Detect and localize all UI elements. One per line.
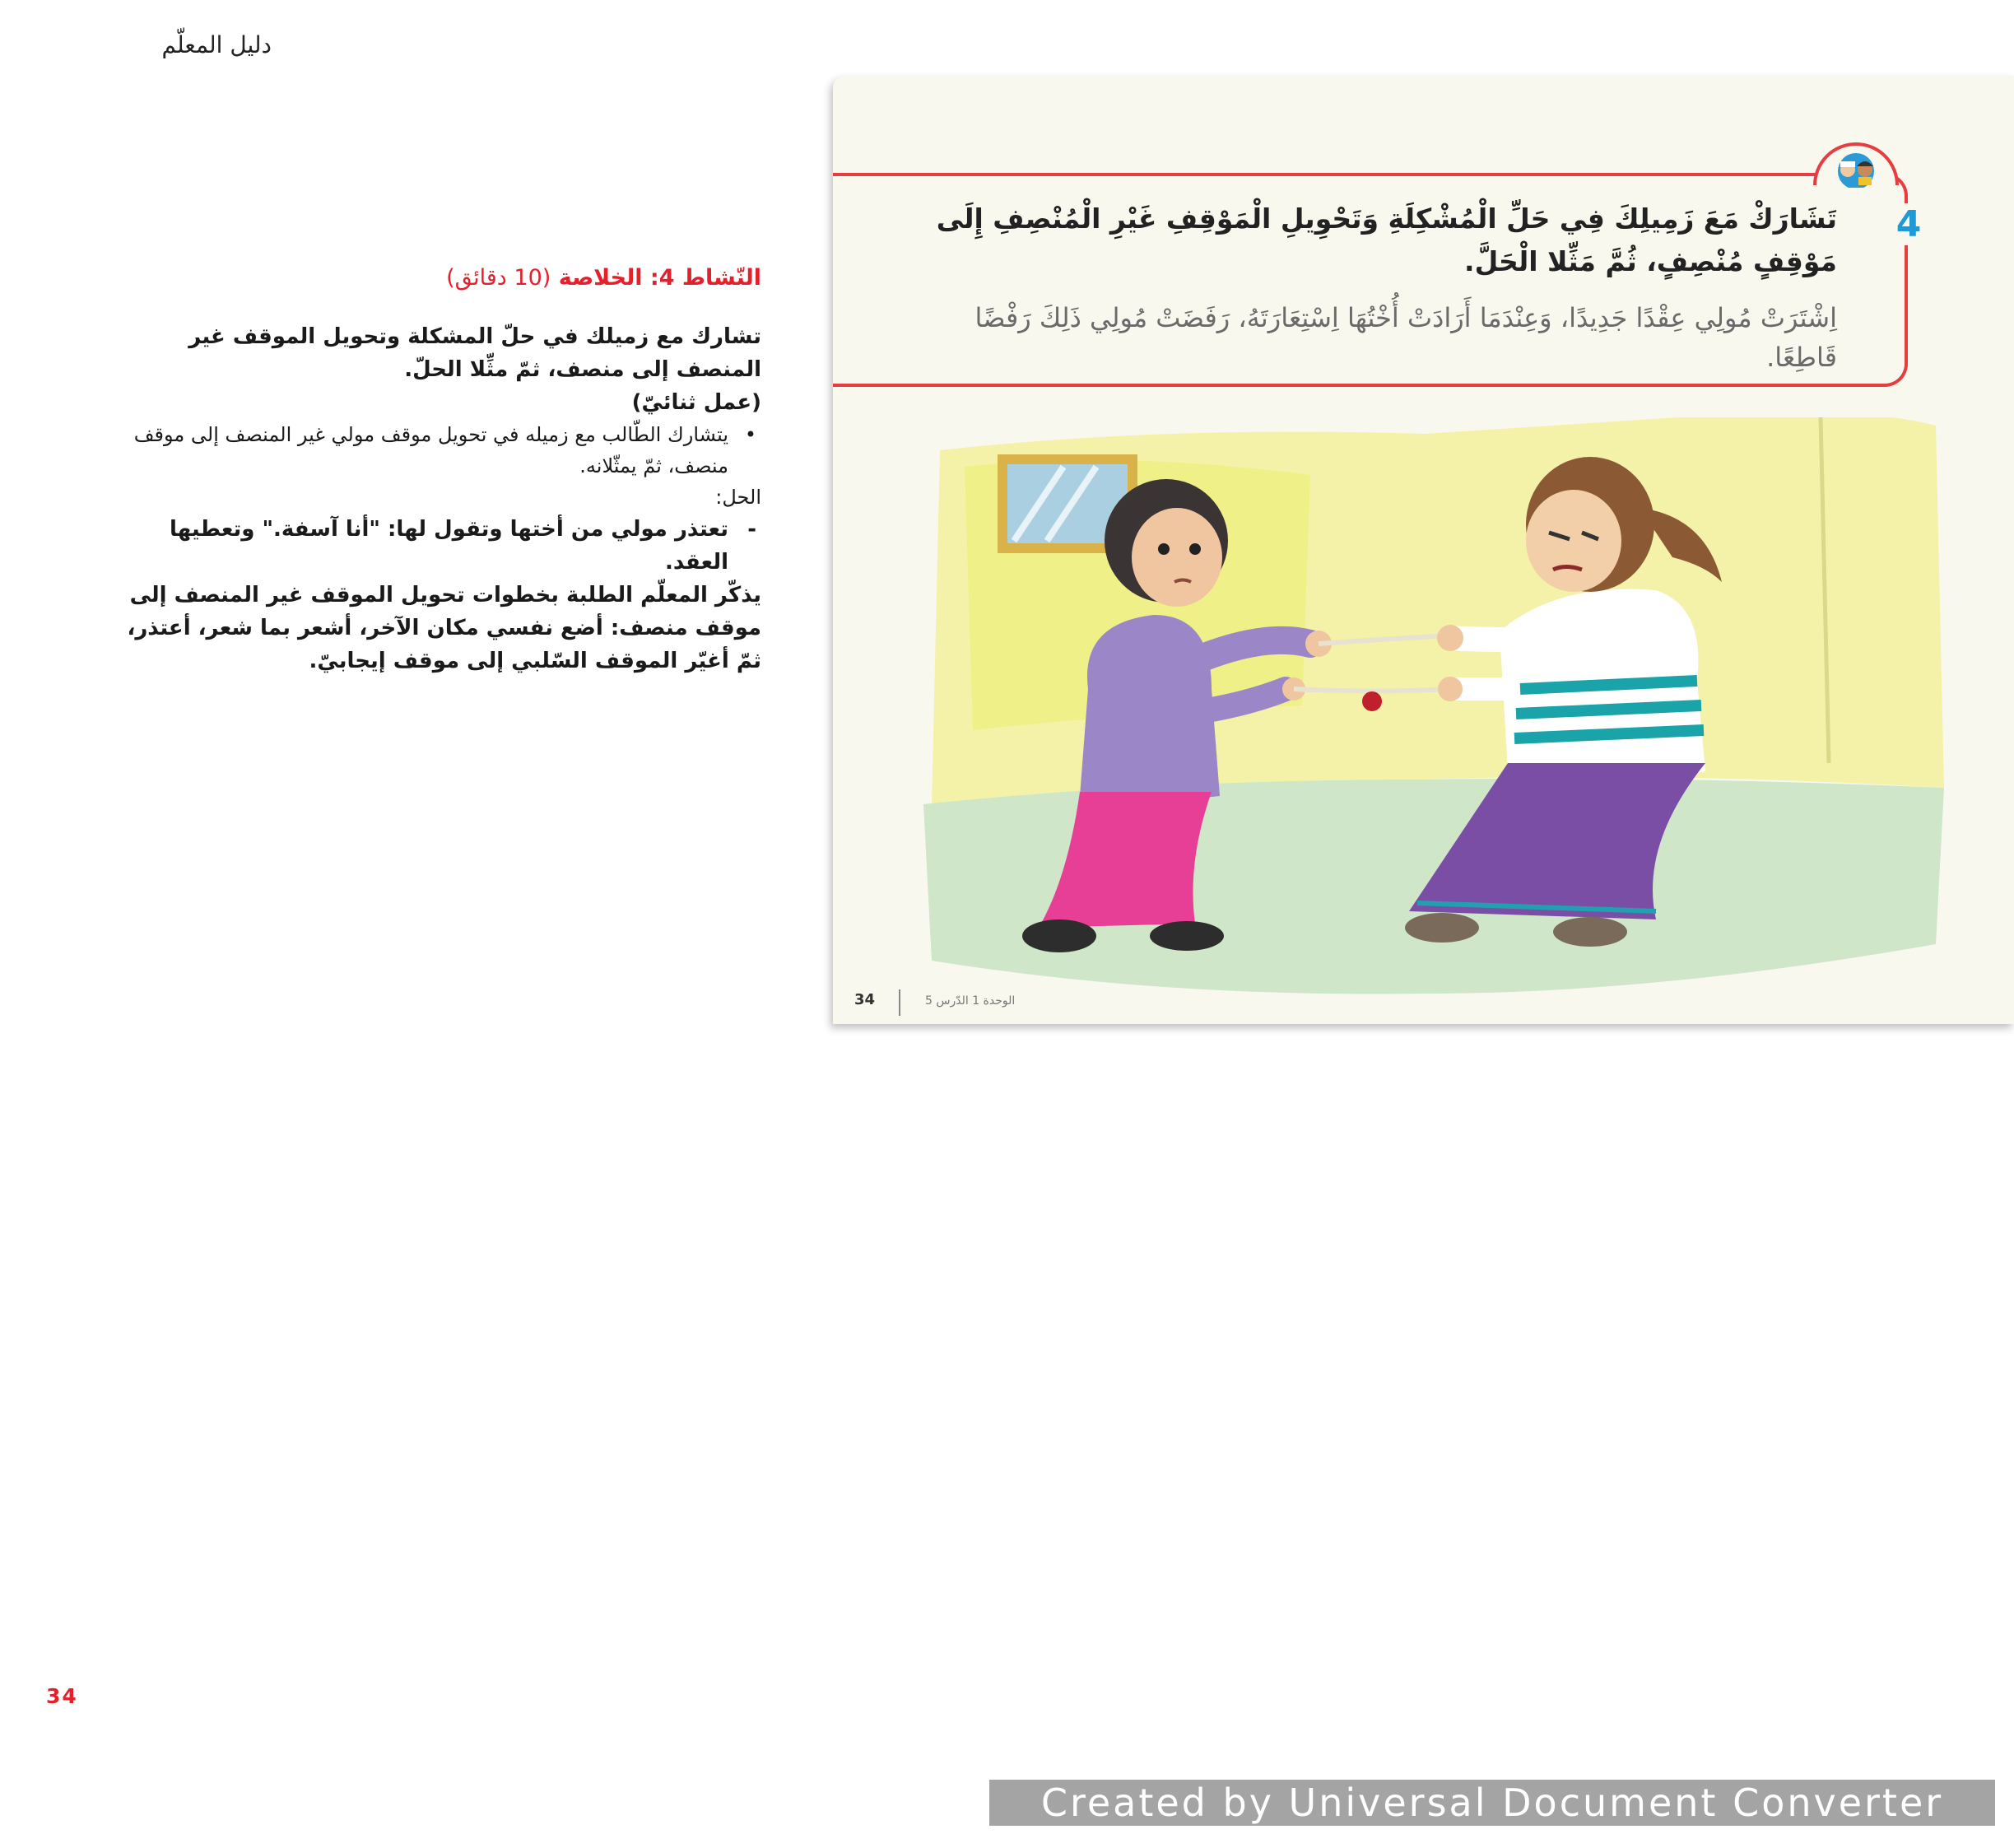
pair-work-icon [1811, 140, 1901, 188]
solution-label: الحل: [715, 486, 761, 509]
solution-item [115, 513, 761, 579]
footer-divider [899, 989, 900, 1016]
intro-text: تشارك مع زميلك في حلّ المشكلة وتحويل الموقف غير المنصف إلى منصف، ثمّ مثِّلا الحلّ. [188, 324, 761, 382]
guide-title: دليل المعلّم [161, 31, 272, 58]
activity-title-main: النّشاط 4: الخلاصة [558, 265, 761, 291]
activity-instruction: تَشَارَكْ مَعَ زَمِيلِكَ فِي حَلِّ الْمُشْكِلَةِ وَتَحْوِيلِ الْمَوْقِفِ غَيْرِ الْمُنْصِفِ إِلَى مَوْقِفٍ مُنْصِفٍ، ثُمَّ مَثِّلا الْحَلَّ. [936, 202, 1837, 277]
dash-icon: - [747, 517, 756, 542]
student-page [833, 76, 2014, 1024]
bullet-text: يتشارك الطّالب مع زميله في تحويل موقف مولي غير المنصف إلى موقف منصف، ثمّ يمثّلانه. [133, 423, 728, 477]
scenario-text: اِشْتَرَتْ مُولِي عِقْدًا جَدِيدًا، وَعِنْدَمَا أَرَادَتْ أُخْتُهَا اِسْتِعَارَتَهُ، رَفَضَتْ مُولِي ذَلِكَ رَفْضًا قَاطِعًا. [974, 302, 1837, 373]
bullet-item [115, 419, 761, 482]
solution-text: تعتذر مولي من أختها وتقول لها: "أنا آسفة." وتعطيها العقد. [169, 517, 728, 575]
reminder-text: يذكّر المعلّم الطلبة بخطوات تحويل الموقف غير المنصف إلى موقف منصف: أضع نفسي مكان الآخر، أشعر بما شعر، أعتذر، ثمّ أغيّر الموقف السّلبي إلى موقف إيجابيّ. [127, 583, 761, 673]
page-number: 34 [46, 1684, 78, 1708]
two-girls-pulling-necklace-illustration [915, 417, 1944, 1010]
bullet-dot-icon: • [744, 423, 756, 446]
footer-unit-label: الوحدة 1 الدّرس 5 [925, 994, 1016, 1008]
activity-title [115, 265, 761, 291]
activity-number: 4 [1895, 203, 1922, 245]
activity-title-time: (10 دقائق) [446, 265, 551, 291]
work-type: (عمل ثنائيّ) [631, 390, 761, 415]
footer-page-number: 34 [854, 991, 876, 1008]
teacher-notes [115, 265, 761, 677]
converter-watermark: Created by Universal Document Converter [989, 1780, 1995, 1826]
